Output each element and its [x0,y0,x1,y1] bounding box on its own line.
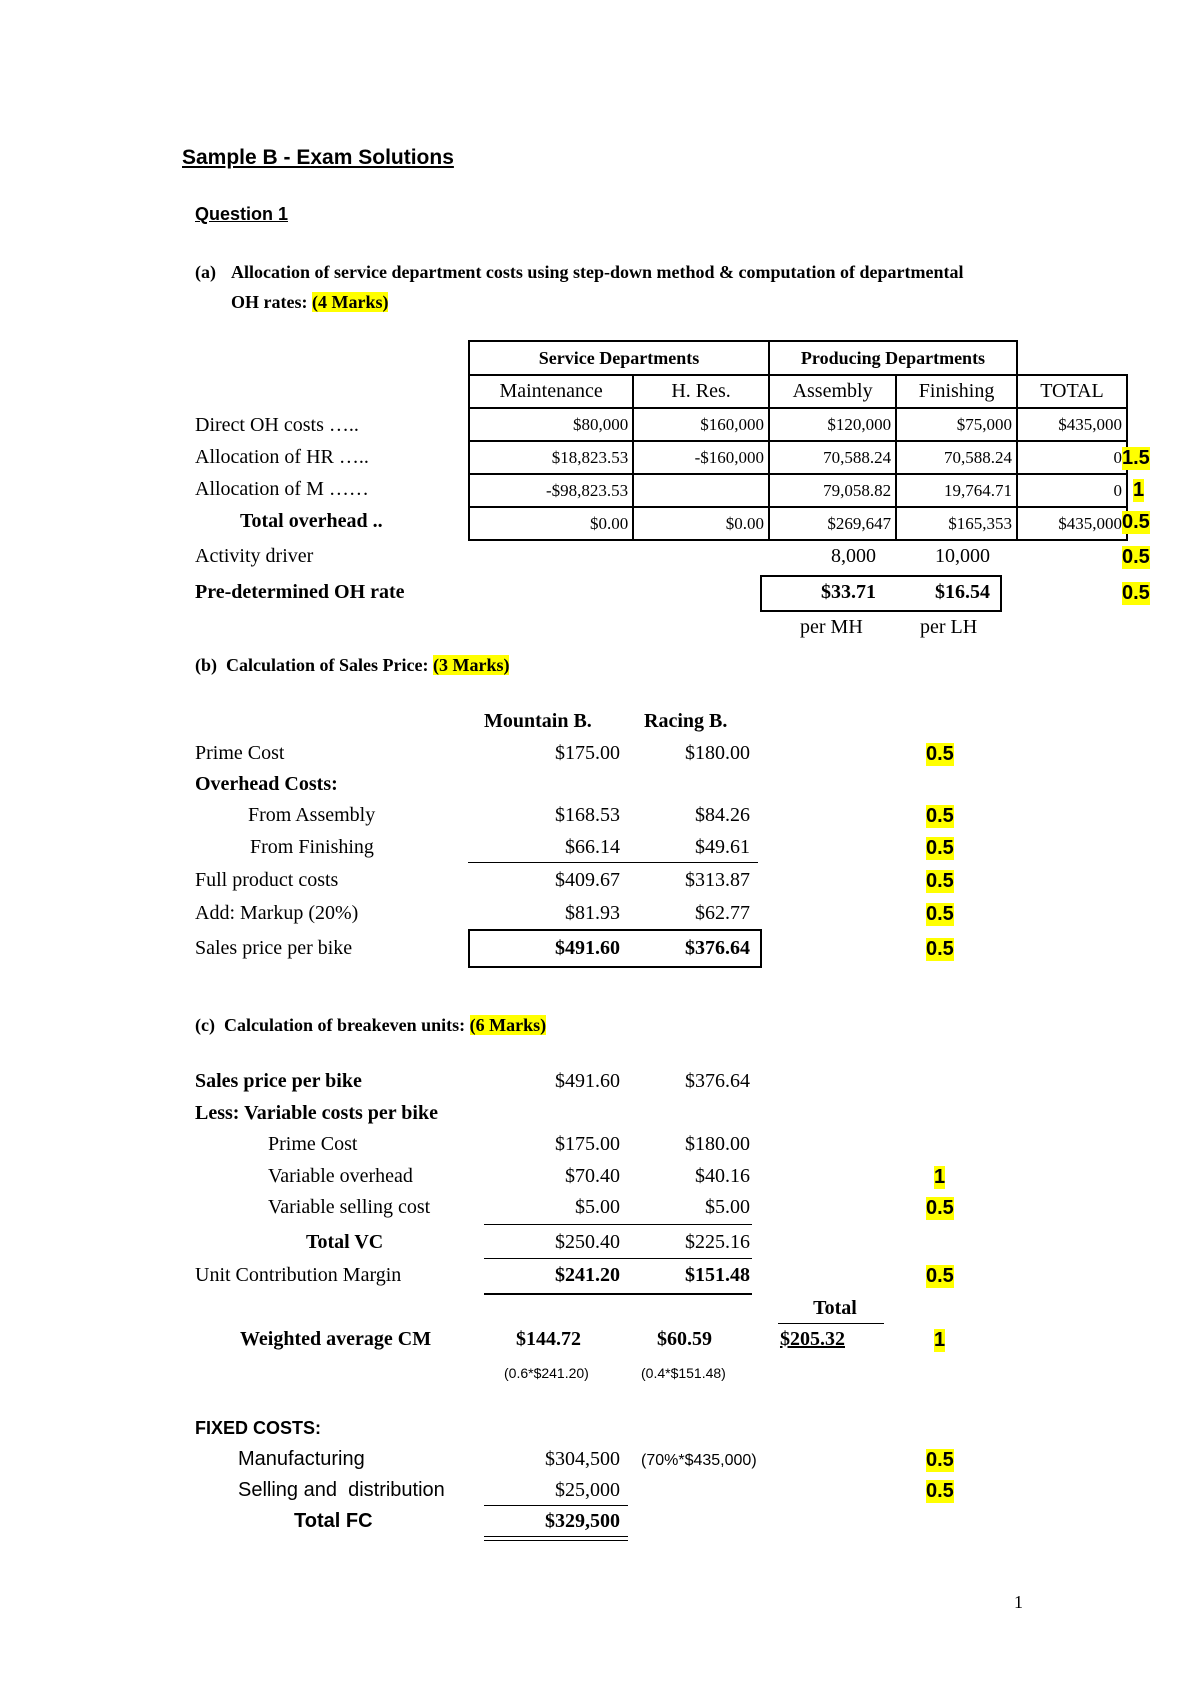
cell: $0.00 [633,507,769,540]
cell: $435,000 [1017,408,1127,441]
part-c-marks: (6 Marks) [469,1015,547,1035]
cell: $84.26 [695,804,750,826]
subtotal-rule [484,1258,752,1259]
page-number: 1 [1014,1592,1023,1612]
mark-badge: 0.5 [926,938,954,960]
mark-badge: 0.5 [926,870,954,892]
cell: $81.93 [565,902,620,924]
cell: -$98,823.53 [469,474,633,507]
total-rule [484,1293,752,1295]
wacm-racing: $60.59 [657,1328,712,1350]
cell: 0 [1017,441,1127,474]
cell: $180.00 [685,742,750,764]
row-label: Manufacturing [238,1448,365,1470]
row-label: From Finishing [250,836,374,858]
wacm-label: Weighted average CM [240,1328,432,1350]
cell: 79,058.82 [769,474,896,507]
part-b-marks: (3 Marks) [432,655,510,675]
wacm-total: $205.32 [780,1328,845,1350]
col-finishing: Finishing [896,375,1017,408]
mark-badge: 0.5 [926,743,954,765]
subtotal-rule [468,862,758,863]
fc-selling: $25,000 [555,1479,620,1501]
cell: -$160,000 [633,441,769,474]
wacm-mountain: $144.72 [516,1328,581,1350]
row-label: Selling and distribution [238,1479,445,1501]
cell: $435,000 [1017,507,1127,540]
activity-driver-label: Activity driver [195,545,314,567]
row-label: Prime Cost [195,742,285,764]
col-total: TOTAL [1017,375,1127,408]
fc-total: $329,500 [545,1510,620,1532]
part-c-heading: (c) Calculation of breakeven units: (6 Marks) [195,1015,547,1035]
cell [633,474,769,507]
question-heading: Question 1 [195,204,289,224]
row-label: Direct OH costs ….. [195,414,359,436]
fc-note: (70%*$435,000) [641,1452,757,1469]
mark-badge: 0.5 [1122,546,1150,568]
row-label: Allocation of M …… [195,478,369,500]
cell: $0.00 [469,507,633,540]
oh-rate-finishing: $16.54 [935,581,990,603]
cell: 70,588.24 [896,441,1017,474]
cell: $313.87 [685,869,750,891]
rate-unit-lh: per LH [920,616,978,638]
cell: $241.20 [555,1264,620,1286]
cell: $18,823.53 [469,441,633,474]
row-label: Total VC [306,1231,384,1253]
cell: $376.64 [685,1070,750,1092]
total-header-rule [778,1323,884,1324]
subtotal-rule [484,1224,752,1225]
mark-badge: 0.5 [926,805,954,827]
activity-assembly: 8,000 [831,545,876,567]
cell: $491.60 [555,937,620,959]
row-label: Prime Cost [268,1133,358,1155]
cell: 19,764.71 [896,474,1017,507]
cell: $250.40 [555,1231,620,1253]
row-label: Add: Markup (20%) [195,902,359,924]
cell: $120,000 [769,408,896,441]
row-label: Total overhead .. [240,510,383,532]
oh-rate-assembly: $33.71 [821,581,876,603]
mark-badge: 0.5 [926,1480,954,1502]
row-label: Variable selling cost [268,1196,431,1218]
activity-finishing: 10,000 [935,545,990,567]
cell: $225.16 [685,1231,750,1253]
allocation-table [468,340,1128,541]
wacm-note-mountain: (0.6*$241.20) [504,1365,589,1381]
mark-badge: 0.5 [1122,582,1150,604]
mark-badge: 0.5 [926,837,954,859]
cell: $70.40 [565,1165,620,1187]
cell: $160,000 [633,408,769,441]
cell: $49.61 [695,836,750,858]
part-a-heading-line1: Allocation of service department costs using step-down method & computation of departmental [231,262,964,282]
cell: $165,353 [896,507,1017,540]
mark-badge: 0.5 [926,1197,954,1219]
mark-badge: 1 [934,1166,946,1188]
cell: $168.53 [555,804,620,826]
service-departments-header: Service Departments [469,341,769,375]
part-b-heading: (b) Calculation of Sales Price: (3 Marks) [195,655,510,675]
cell: 70,588.24 [769,441,896,474]
row-label: Sales price per bike [195,937,353,959]
mark-badge: 0.5 [926,1449,954,1471]
mark-badge: 1.5 [1122,447,1150,469]
mark-badge: 0.5 [1122,511,1150,533]
part-a-letter: (a) [195,262,216,282]
rate-unit-mh: per MH [800,616,863,638]
cell: $66.14 [565,836,620,858]
cell: $269,647 [769,507,896,540]
total-header: Total [813,1297,857,1319]
col-mountain: Mountain B. [484,710,592,732]
row-label: Allocation of HR ….. [195,446,369,468]
mark-badge: 0.5 [926,903,954,925]
col-hres: H. Res. [633,375,769,408]
col-assembly: Assembly [769,375,896,408]
double-underline [484,1536,628,1541]
cell: $376.64 [685,937,750,959]
row-label: Full product costs [195,869,339,891]
producing-departments-header: Producing Departments [769,341,1017,375]
fixed-costs-heading: FIXED COSTS: [195,1418,322,1438]
col-racing: Racing B. [644,710,728,732]
cell: $175.00 [555,1133,620,1155]
row-label: Sales price per bike [195,1070,362,1092]
oh-rate-label: Pre-determined OH rate [195,581,405,603]
part-a-heading-line2: OH rates: (4 Marks) [231,292,389,312]
mark-badge: 1 [1133,479,1145,501]
cell: 0 [1017,474,1127,507]
cell: $75,000 [896,408,1017,441]
total-fc-label: Total FC [294,1510,373,1532]
fc-manufacturing: $304,500 [545,1448,620,1470]
cell: $62.77 [695,902,750,924]
cell: $40.16 [695,1165,750,1187]
cell: $409.67 [555,869,620,891]
subtotal-rule [484,1505,628,1506]
part-a-marks: (4 Marks) [311,292,389,312]
cell: $80,000 [469,408,633,441]
cell: $491.60 [555,1070,620,1092]
mark-badge: 0.5 [926,1265,954,1287]
cell: $180.00 [685,1133,750,1155]
row-label: Less: Variable costs per bike [195,1102,438,1124]
row-label: From Assembly [248,804,376,826]
col-maintenance: Maintenance [469,375,633,408]
cell: $5.00 [705,1196,750,1218]
row-label: Variable overhead [268,1165,413,1187]
row-label: Unit Contribution Margin [195,1264,402,1286]
row-label: Overhead Costs: [195,773,338,795]
mark-badge: 1 [934,1329,946,1351]
wacm-note-racing: (0.4*$151.48) [641,1365,726,1381]
cell: $175.00 [555,742,620,764]
page-title: Sample B - Exam Solutions [182,146,454,169]
cell: $5.00 [575,1196,620,1218]
cell: $151.48 [685,1264,750,1286]
